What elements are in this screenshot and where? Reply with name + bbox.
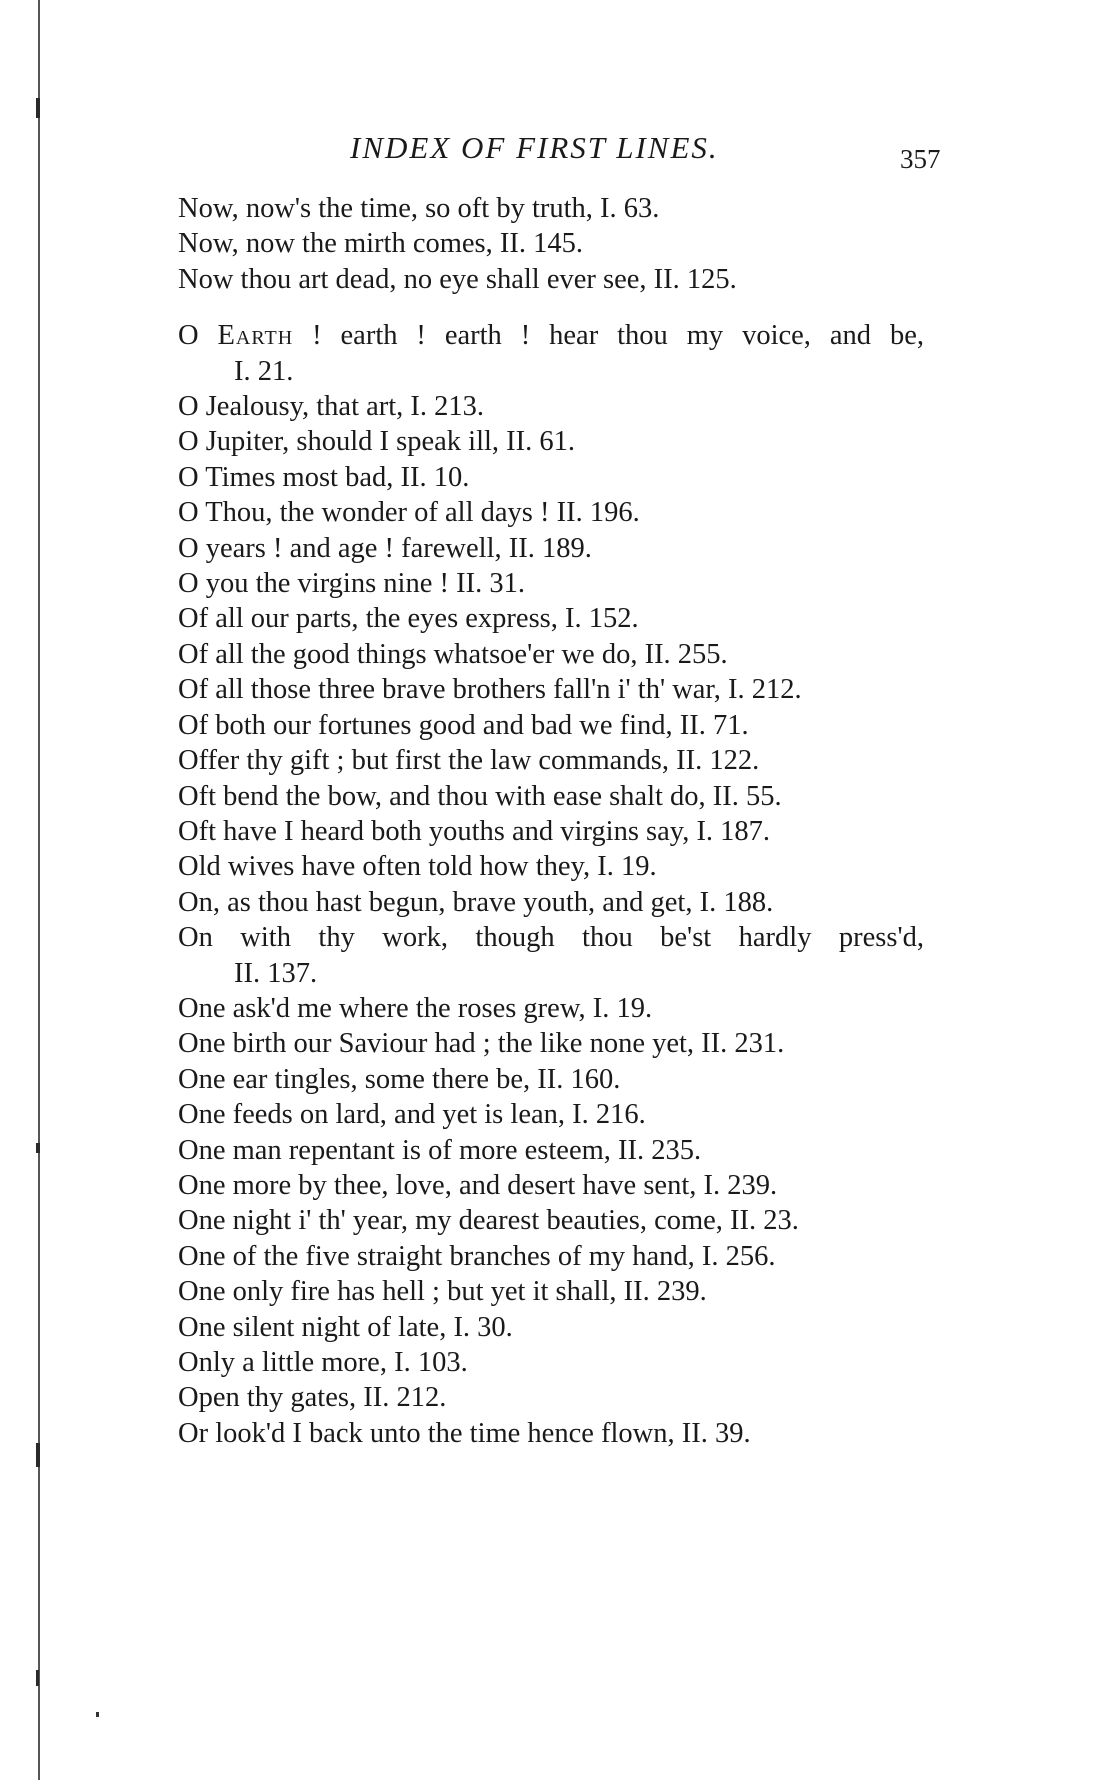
index-entry: Of both our fortunes good and bad we find, II. 71. [178, 709, 749, 741]
binding-edge-mark [36, 1143, 40, 1153]
index-entry: One ask'd me where the roses grew, I. 19. [178, 992, 653, 1024]
index-entry: O Jealousy, that art, I. 213. [178, 391, 485, 423]
index-entry: O Times most bad, II. 10. [178, 461, 470, 493]
index-entry-first-line: On with thy work, though thou be'st hardly press'd, [178, 922, 924, 954]
index-entry: Now thou art dead, no eye shall ever see, II. 125. [178, 263, 737, 295]
index-entry: O Thou, the wonder of all days ! II. 196. [178, 497, 640, 529]
binding-edge-mark [36, 98, 40, 118]
index-entry: Now, now the mirth comes, II. 145. [178, 228, 583, 260]
index-entry: One night i' th' year, my dearest beauties, come, II. 23. [178, 1205, 799, 1237]
index-entry: One birth our Saviour had ; the like none yet, II. 231. [178, 1028, 785, 1060]
index-entry: Of all the good things whatsoe'er we do, II. 255. [178, 638, 728, 670]
index-entry: O you the virgins nine ! II. 31. [178, 568, 525, 600]
index-entry: One man repentant is of more esteem, II. 235. [178, 1134, 702, 1166]
index-entry: O years ! and age ! farewell, II. 189. [178, 532, 592, 564]
index-entry: Offer thy gift ; but first the law commands, II. 122. [178, 745, 760, 777]
page-number: 357 [900, 144, 941, 174]
index-entry: Oft have I heard both youths and virgins say, I. 187. [178, 815, 771, 847]
index-entry: Of all our parts, the eyes express, I. 152. [178, 603, 639, 635]
index-entry: One silent night of late, I. 30. [178, 1311, 513, 1343]
index-entry-continuation: II. 137. [234, 957, 318, 989]
index-entry: Now, now's the time, so oft by truth, I. 63. [178, 193, 660, 224]
binding-edge-mark [36, 1443, 40, 1467]
binding-edge-line [38, 0, 40, 1780]
index-entry: One more by thee, love, and desert have sent, I. 239. [178, 1169, 778, 1201]
index-entry: Or look'd I back unto the time hence flown, II. 39. [178, 1417, 751, 1449]
index-entry: O Jupiter, should I speak ill, II. 61. [178, 426, 576, 458]
index-entry: One of the five straight branches of my hand, I. 256. [178, 1240, 776, 1272]
index-entry: One only fire has hell ; but yet it shall, II. 239. [178, 1276, 707, 1308]
index-entry: Only a little more, I. 103. [178, 1347, 468, 1378]
index-entry-first-line: O Earth ! earth ! earth ! hear thou my voice, and be, [178, 320, 924, 352]
index-entry-list [178, 191, 938, 1451]
index-entry: Of all those three brave brothers fall'n i' th' war, I. 212. [178, 674, 802, 706]
index-entry: Oft bend the bow, and thou with ease shalt do, II. 55. [178, 780, 782, 812]
index-entry: Open thy gates, II. 212. [178, 1382, 447, 1414]
index-entry: One ear tingles, some there be, II. 160. [178, 1063, 621, 1095]
paper-speck [96, 1712, 99, 1717]
binding-edge-mark [36, 1670, 39, 1686]
index-entry [178, 920, 938, 991]
index-entry [178, 318, 938, 389]
index-entry: One feeds on lard, and yet is lean, I. 216. [178, 1099, 646, 1131]
index-entry: Old wives have often told how they, I. 19. [178, 851, 657, 883]
index-entry: On, as thou hast begun, brave youth, and get, I. 188. [178, 886, 774, 918]
running-header-title: INDEX OF FIRST LINES. [350, 130, 719, 165]
index-entry-continuation: I. 21. [234, 355, 294, 387]
